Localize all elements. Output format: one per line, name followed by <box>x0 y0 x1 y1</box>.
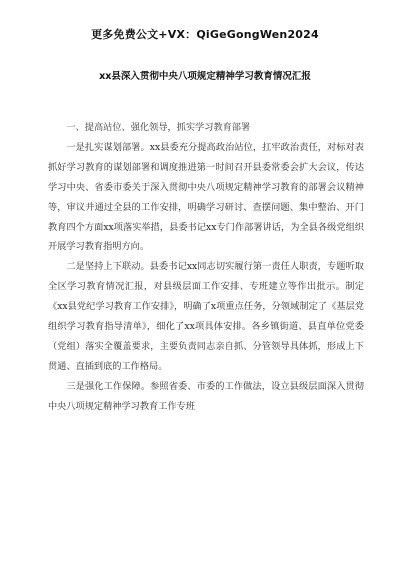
document-title: xx县深入贯彻中央八项规定精神学习教育情况汇报 <box>99 71 311 82</box>
promo-header-note: 更多免费公文+VX：QiGeGongWen2024 <box>91 28 319 41</box>
section-heading-1: 一、提高站位、强化领导，抓实学习教育部署 <box>66 122 251 133</box>
paragraph-2: 二是坚持上下联动。县委书记xx同志切实履行第一责任人职责，专题听取全区学习教育情况汇报，对县级层面工作安排、专班建立等作出批示。制定《xx县党纪学习教育工作安排》，明确了x项重点任务，分领域制定了《基层党组织学习教育指导清单》，细化了xx项具体安排。各乡镇街道、县直单位党委（党组）落实全覆盖要求，主要负责同志亲自抓、分管领导具体抓，形成上下贯通、直插到底的工作格局。 <box>48 261 364 372</box>
paragraph-1: 一是扎实谋划部署。xx县委充分提高政治站位，扛牢政治责任，对标对表抓好学习教育的谋划部署和调度推进第一时间召开县委常委会扩大会议，传达学习中央、省委市委关于深入贯彻中央八项规定精神学习教育的部署会议精神等，审议并通过全县的工作安排，明确学习研讨、查摆问题、集中整治、开门教育四个方面xx项落实举措，县委书记xx专门作部署讲话，为全县各级党组织开展学习教育指明方向。 <box>48 141 364 253</box>
paragraph-3: 三是强化工作保障。参照省委、市委的工作做法，设立县级层面深入贯彻中央八项规定精神学习教育工作专班 <box>48 380 364 412</box>
document-body <box>48 118 364 417</box>
